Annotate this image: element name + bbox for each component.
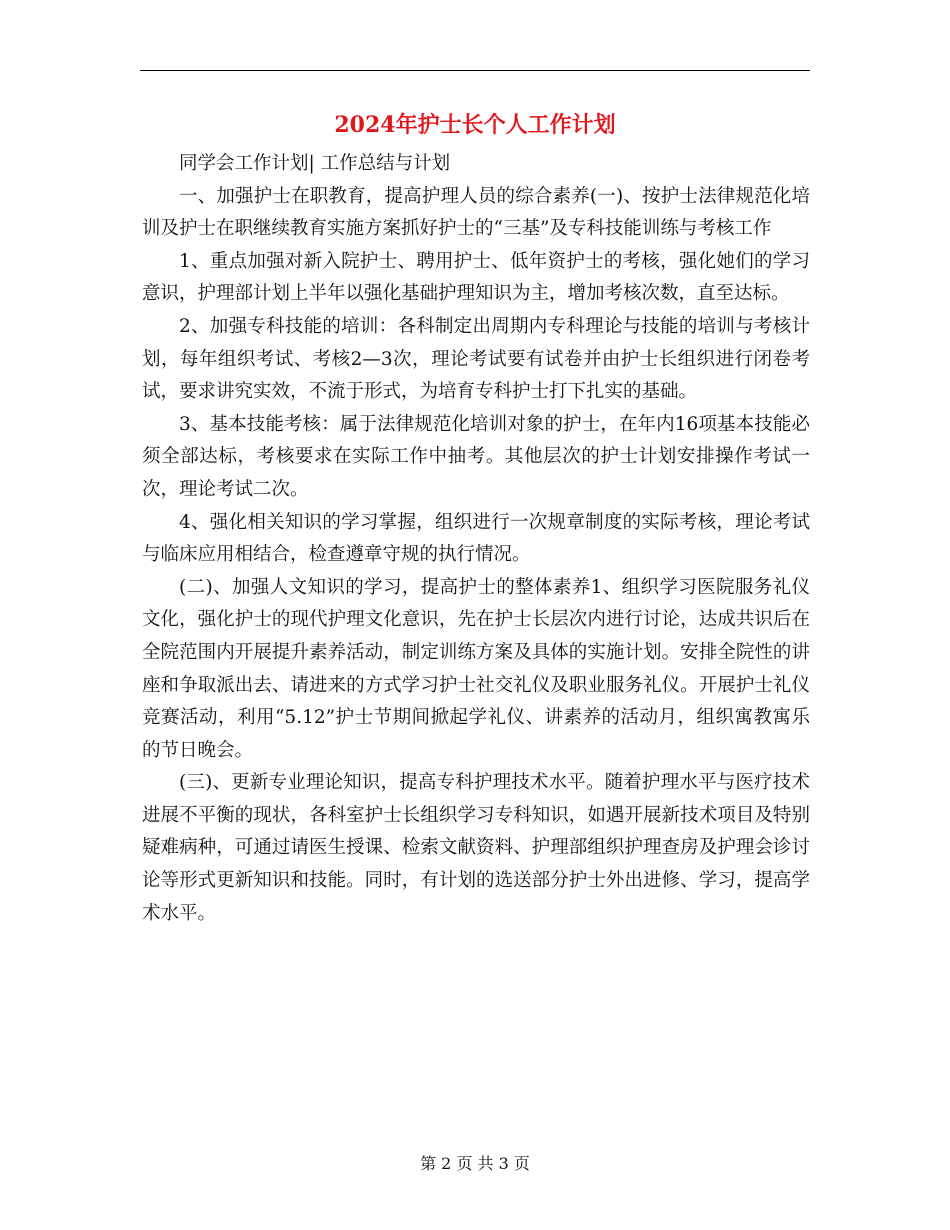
subtitle-line: 同学会工作计划| 工作总结与计划 bbox=[179, 153, 451, 174]
paragraph-3: 2、加强专科技能的培训：各科制定出周期内专科理论与技能的培训与考核计划，每年组织考试、考核2—3次，理论考试要有试卷并由护士长组织进行闭卷考试，要求讲究实效，不流于形式，为培育专科护士打下扎实的基础。 bbox=[142, 315, 810, 403]
paragraph-5: 4、强化相关知识的学习掌握，组织进行一次规章制度的实际考核，理论考试与临床应用相结合，检查遵章守规的执行情况。 bbox=[142, 511, 810, 566]
paragraph-7: (三)、更新专业理论知识，提高专科护理技术水平。随着护理水平与医疗技术进展不平衡的现状，各科室护士长组织学习专科知识，如遇开展新技术项目及特别疑难病种，可通过请医生授课、检索文献资料、护理部组织护理查房及护理会诊讨论等形式更新知识和技能。同时，有计划的选送部分护士外出进修、学习，提高学术水平。 bbox=[142, 772, 810, 924]
document-title: 2024年护士长个人工作计划 bbox=[334, 112, 616, 138]
header-rule bbox=[140, 70, 810, 71]
paragraph-1: 一、加强护士在职教育，提高护理人员的综合素养(一)、按护士法律规范化培训及护士在职继续教育实施方案抓好护士的“三基”及专科技能训练与考核工作 bbox=[142, 185, 810, 240]
document-body bbox=[142, 148, 810, 930]
paragraph-4: 3、基本技能考核：属于法律规范化培训对象的护士，在年内16项基本技能必须全部达标，考核要求在实际工作中抽考。其他层次的护士计划安排操作考试一次，理论考试二次。 bbox=[142, 413, 810, 500]
page-number-footer: 第 2 页 共 3 页 bbox=[420, 1154, 530, 1173]
paragraph-6: (二)、加强人文知识的学习，提高护士的整体素养1、组织学习医院服务礼仪文化，强化护士的现代护理文化意识，先在护士长层次内进行讨论，达成共识后在全院范围内开展提升素养活动，制定训练方案及具体的实施计划。安排全院性的讲座和争取派出去、请进来的方式学习护士社交礼仪及职业服务礼仪。开展护士礼仪竞赛活动，利用“5.12”护士节期间掀起学礼仪、讲素养的活动月，组织寓教寓乐的节日晚会。 bbox=[142, 576, 810, 761]
paragraph-2: 1、重点加强对新入院护士、聘用护士、低年资护士的考核，强化她们的学习意识，护理部计划上半年以强化基础护理知识为主，增加考核次数，直至达标。 bbox=[142, 250, 810, 305]
